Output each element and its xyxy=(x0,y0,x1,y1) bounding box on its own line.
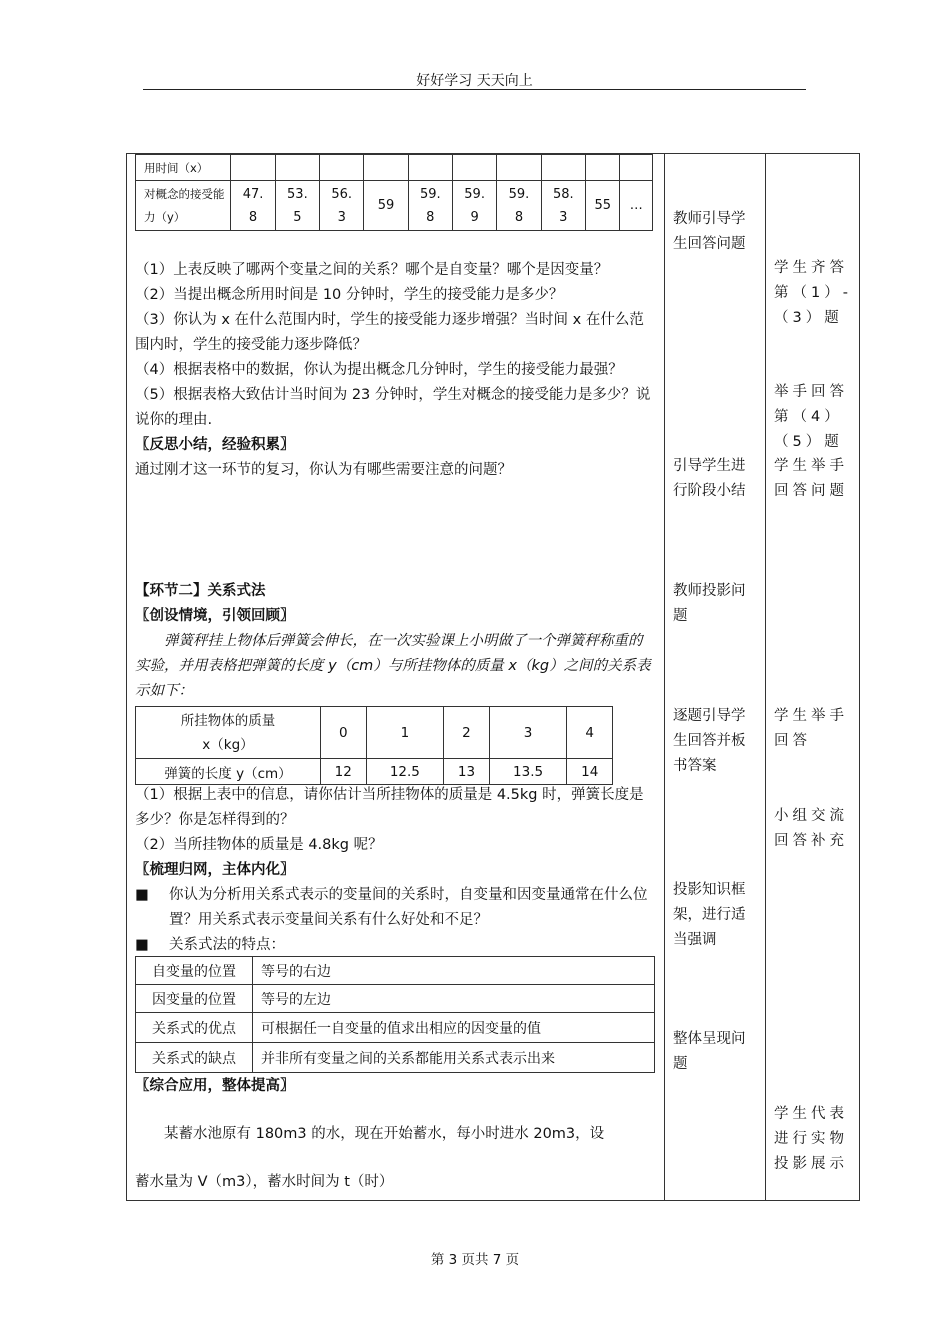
spring-question-1: （1）根据上表中的信息，请你估计当所挂物体的质量是 4.5kg 时，弹簧长度是多少？你是怎样得到的？ xyxy=(135,787,644,828)
page-header: 好好学习 天天向上 xyxy=(416,73,533,89)
question-1: （1）上表反映了哪两个变量之间的关系？哪个是自变量？哪个是因变量？ xyxy=(135,262,609,278)
spring-questions xyxy=(135,783,655,958)
section-2-heading: 【环节二】关系式法 xyxy=(135,583,266,599)
ability-value-cell: 55 xyxy=(585,181,620,231)
teacher-note-1: 教师引导学生回答问题 xyxy=(673,211,746,252)
reflect-heading: 〖反思小结，经验积累〗 xyxy=(135,437,295,453)
student-note-6: 学生代表进行实物投影展示 xyxy=(774,1106,848,1172)
teacher-note-5: 投影知识框架，进行适当强调 xyxy=(673,882,746,948)
ability-value-cell: 59. 8 xyxy=(408,181,452,231)
student-note-3: 学生举手回答问题 xyxy=(774,458,848,499)
feature-value: 可根据任一自变量的值求出相应的因变量的值 xyxy=(253,1013,655,1043)
ability-value-cell: … xyxy=(620,181,653,231)
feature-row xyxy=(136,957,655,985)
feature-value: 等号的左边 xyxy=(253,985,655,1013)
question-5: （5）根据表格大致估计当时间为 23 分钟时，学生对概念的接受能力是多少？说说你的理由. xyxy=(135,387,651,428)
reflect-text: 通过刚才这一环节的复习，你认为有哪些需要注意的问题？ xyxy=(135,462,512,478)
ability-value-cell: 59. 8 xyxy=(497,181,541,231)
spring-intro: 弹簧秤挂上物体后弹簧会伸长，在一次实验课上小明做了一个弹簧秤称重的实验，并用表格把弹簧的长度 y（cm）与所挂物体的质量 x（kg）之间的关系表示如下： xyxy=(135,633,651,699)
feature-key: 关系式的缺点 xyxy=(136,1043,253,1073)
spring-question-2: （2）当所挂物体的质量是 4.8kg 呢？ xyxy=(135,837,383,853)
section-2-sub3-block xyxy=(135,1074,655,1099)
page-footer: 第 3 页共 7 页 xyxy=(430,1252,520,1268)
ability-value-cell: 59. 9 xyxy=(452,181,496,231)
header-rule xyxy=(143,89,806,90)
question-2: （2）当提出概念所用时间是 10 分钟时，学生的接受能力是多少？ xyxy=(135,287,564,303)
spring-row2-label: 弹簧的长度 y（cm） xyxy=(136,759,321,785)
section-2-sub3: 〖综合应用，整体提高〗 xyxy=(135,1078,295,1094)
reservoir-problem-line2: 蓄水量为 V（m3），蓄水时间为 t（时） xyxy=(135,1174,394,1190)
teacher-note-2: 引导学生进行阶段小结 xyxy=(673,458,746,499)
ability-value-cell: 47. 8 xyxy=(231,181,275,231)
bullet-square-icon: ■ xyxy=(135,887,149,903)
spring-length-cell: 12 xyxy=(321,759,367,785)
column-divider xyxy=(664,154,665,1200)
feature-key: 因变量的位置 xyxy=(136,985,253,1013)
reservoir-problem-line1: 某蓄水池原有 180m3 的水，现在开始蓄水，每小时进水 20m3，设 xyxy=(164,1126,605,1142)
spring-length-cell: 14 xyxy=(567,759,613,785)
spring-length-cell: 13.5 xyxy=(489,759,567,785)
spring-mass-cell: 2 xyxy=(444,707,490,759)
feature-key: 自变量的位置 xyxy=(136,957,253,985)
question-3: （3）你认为 x 在什么范围内时，学生的接受能力逐步增强？当时间 x 在什么范围内时，学生的接受能力逐步降低？ xyxy=(135,312,644,353)
feature-key: 关系式的优点 xyxy=(136,1013,253,1043)
time-ability-table xyxy=(135,154,653,231)
spring-mass-cell: 0 xyxy=(321,707,367,759)
spring-mass-cell: 3 xyxy=(489,707,567,759)
ability-value-cell: 56. 3 xyxy=(320,181,364,231)
spring-table xyxy=(135,706,613,785)
feature-row xyxy=(136,1043,655,1073)
section-2-intro xyxy=(135,579,655,704)
student-note-2: 举手回答第（4）（5）题 xyxy=(774,384,848,450)
section-2-sub1: 〖创设情境，引领回顾〗 xyxy=(135,608,295,624)
student-note-5: 小组交流回答补充 xyxy=(774,808,848,849)
ability-value-cell: 58. 3 xyxy=(541,181,585,231)
teacher-note-4: 逐题引导学生回答并板书答案 xyxy=(673,708,746,774)
section-2-sub2: 〖梳理归网，主体内化〗 xyxy=(135,862,295,878)
column-divider xyxy=(765,154,766,1200)
table1-row2-label: 对概念的接受能力（y） xyxy=(136,181,231,231)
feature-value: 等号的右边 xyxy=(253,957,655,985)
spring-length-cell: 13 xyxy=(444,759,490,785)
bullet-square-icon: ■ xyxy=(135,937,149,953)
spring-length-cell: 12.5 xyxy=(366,759,444,785)
student-note-4: 学生举手回答 xyxy=(774,708,848,749)
question-4: （4）根据表格中的数据，你认为提出概念几分钟时，学生的接受能力最强？ xyxy=(135,362,623,378)
lesson-table xyxy=(126,153,860,1201)
bullet-item-2: ■ 关系式法的特点： xyxy=(135,933,655,958)
spring-mass-cell: 4 xyxy=(567,707,613,759)
spring-row1-label: 所挂物体的质量 x（kg） xyxy=(136,707,321,759)
student-note-1: 学生齐答第（1）-（3）题 xyxy=(774,260,852,326)
teacher-note-3: 教师投影问题 xyxy=(673,583,746,624)
bullet-item-1: ■ 你认为分析用关系式表示的变量间的关系时，自变量和因变量通常在什么位置？用关系式表示变量间关系有什么好处和不足？ xyxy=(135,883,655,933)
table1-row1-label: 用时间（x） xyxy=(136,155,231,181)
features-table xyxy=(135,956,655,1073)
feature-row xyxy=(136,1013,655,1043)
ability-value-cell: 53. 5 xyxy=(275,181,319,231)
feature-row xyxy=(136,985,655,1013)
spring-mass-cell: 1 xyxy=(366,707,444,759)
ability-value-cell: 59 xyxy=(364,181,408,231)
questions-group-1 xyxy=(135,258,655,483)
teacher-note-6: 整体呈现问题 xyxy=(673,1031,746,1072)
feature-value: 并非所有变量之间的关系都能用关系式表示出来 xyxy=(253,1043,655,1073)
